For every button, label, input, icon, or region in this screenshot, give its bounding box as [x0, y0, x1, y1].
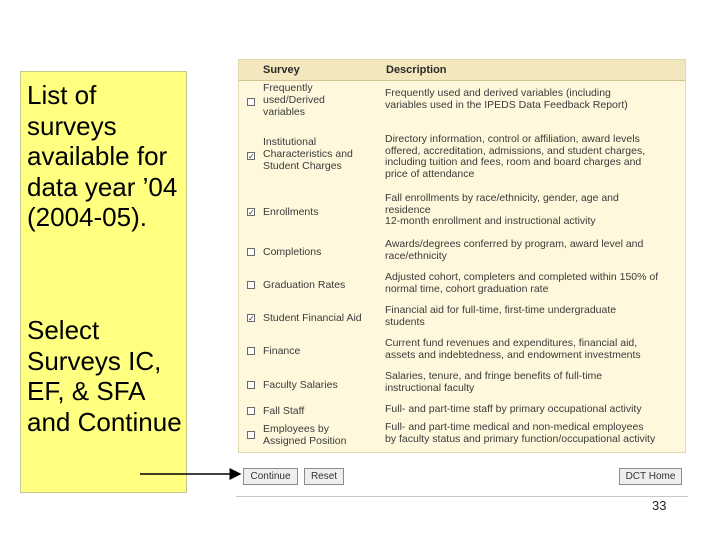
- survey-description: Awards/degrees conferred by program, award level and race/ethnicity: [385, 239, 644, 262]
- survey-checkbox[interactable]: ✓: [248, 152, 255, 161]
- survey-name: Completions: [263, 246, 322, 258]
- survey-description: Fall enrollments by race/ethnicity, gender, age and residence 12-month enrollment and instructional activity: [385, 193, 619, 227]
- survey-name: Faculty Salaries: [263, 379, 338, 391]
- reset-button[interactable]: Reset: [304, 468, 344, 485]
- survey-name: Fall Staff: [263, 405, 305, 417]
- page-number: 33: [652, 498, 667, 513]
- survey-checkbox[interactable]: [247, 381, 255, 389]
- dct-home-button[interactable]: DCT Home: [619, 468, 682, 485]
- survey-checkbox[interactable]: ✓: [248, 208, 255, 217]
- survey-description: Current fund revenues and expenditures, financial aid, assets and indebtedness, and endowment investments: [385, 338, 641, 361]
- survey-name: Frequently used/Derived variables: [263, 82, 325, 118]
- callout-text-instructions: Select Surveys IC, EF, & SFA and Continue: [27, 315, 182, 437]
- table-header: [239, 60, 685, 81]
- survey-name: Enrollments: [263, 206, 319, 218]
- survey-checkbox[interactable]: [247, 98, 255, 106]
- continue-button[interactable]: Continue: [243, 468, 298, 485]
- column-header-description: Description: [386, 64, 447, 76]
- survey-description: Adjusted cohort, completers and completed within 150% of normal time, cohort graduation rate: [385, 272, 659, 295]
- survey-description: Full- and part-time staff by primary occupational activity: [385, 404, 642, 415]
- survey-checkbox[interactable]: [247, 248, 255, 256]
- survey-name: Institutional Characteristics and Student Charges: [263, 136, 353, 172]
- column-header-survey: Survey: [263, 64, 300, 76]
- survey-description: Salaries, tenure, and fringe benefits of full-time instructional faculty: [385, 371, 603, 394]
- survey-checkbox[interactable]: [247, 281, 255, 289]
- survey-description: Full- and part-time medical and non-medical employees by faculty status and primary function/occupational activity: [385, 422, 656, 445]
- survey-checkbox[interactable]: [247, 347, 255, 355]
- survey-name: Graduation Rates: [263, 279, 346, 291]
- survey-checkbox[interactable]: [247, 431, 255, 439]
- survey-checkbox[interactable]: [247, 407, 255, 415]
- survey-description: Directory information, control or affiliation, award levels offered, accreditation, admissions, and student charges, including tuition and fees, room and board charges and price of attendance: [385, 134, 646, 180]
- callout-text-surveys: List of surveys available for data year ’04 (2004-05).: [27, 80, 178, 232]
- survey-description: Financial aid for full-time, first-time undergraduate students: [385, 305, 617, 328]
- survey-checkbox[interactable]: ✓: [248, 314, 255, 323]
- survey-name: Employees by Assigned Position: [263, 423, 347, 447]
- survey-selection-panel: [238, 59, 686, 453]
- survey-name: Student Financial Aid: [263, 312, 362, 324]
- survey-name: Finance: [263, 345, 301, 357]
- footer-divider: [236, 496, 688, 497]
- survey-description: Frequently used and derived variables (including variables used in the IPEDS Data Feedback Report): [385, 88, 628, 111]
